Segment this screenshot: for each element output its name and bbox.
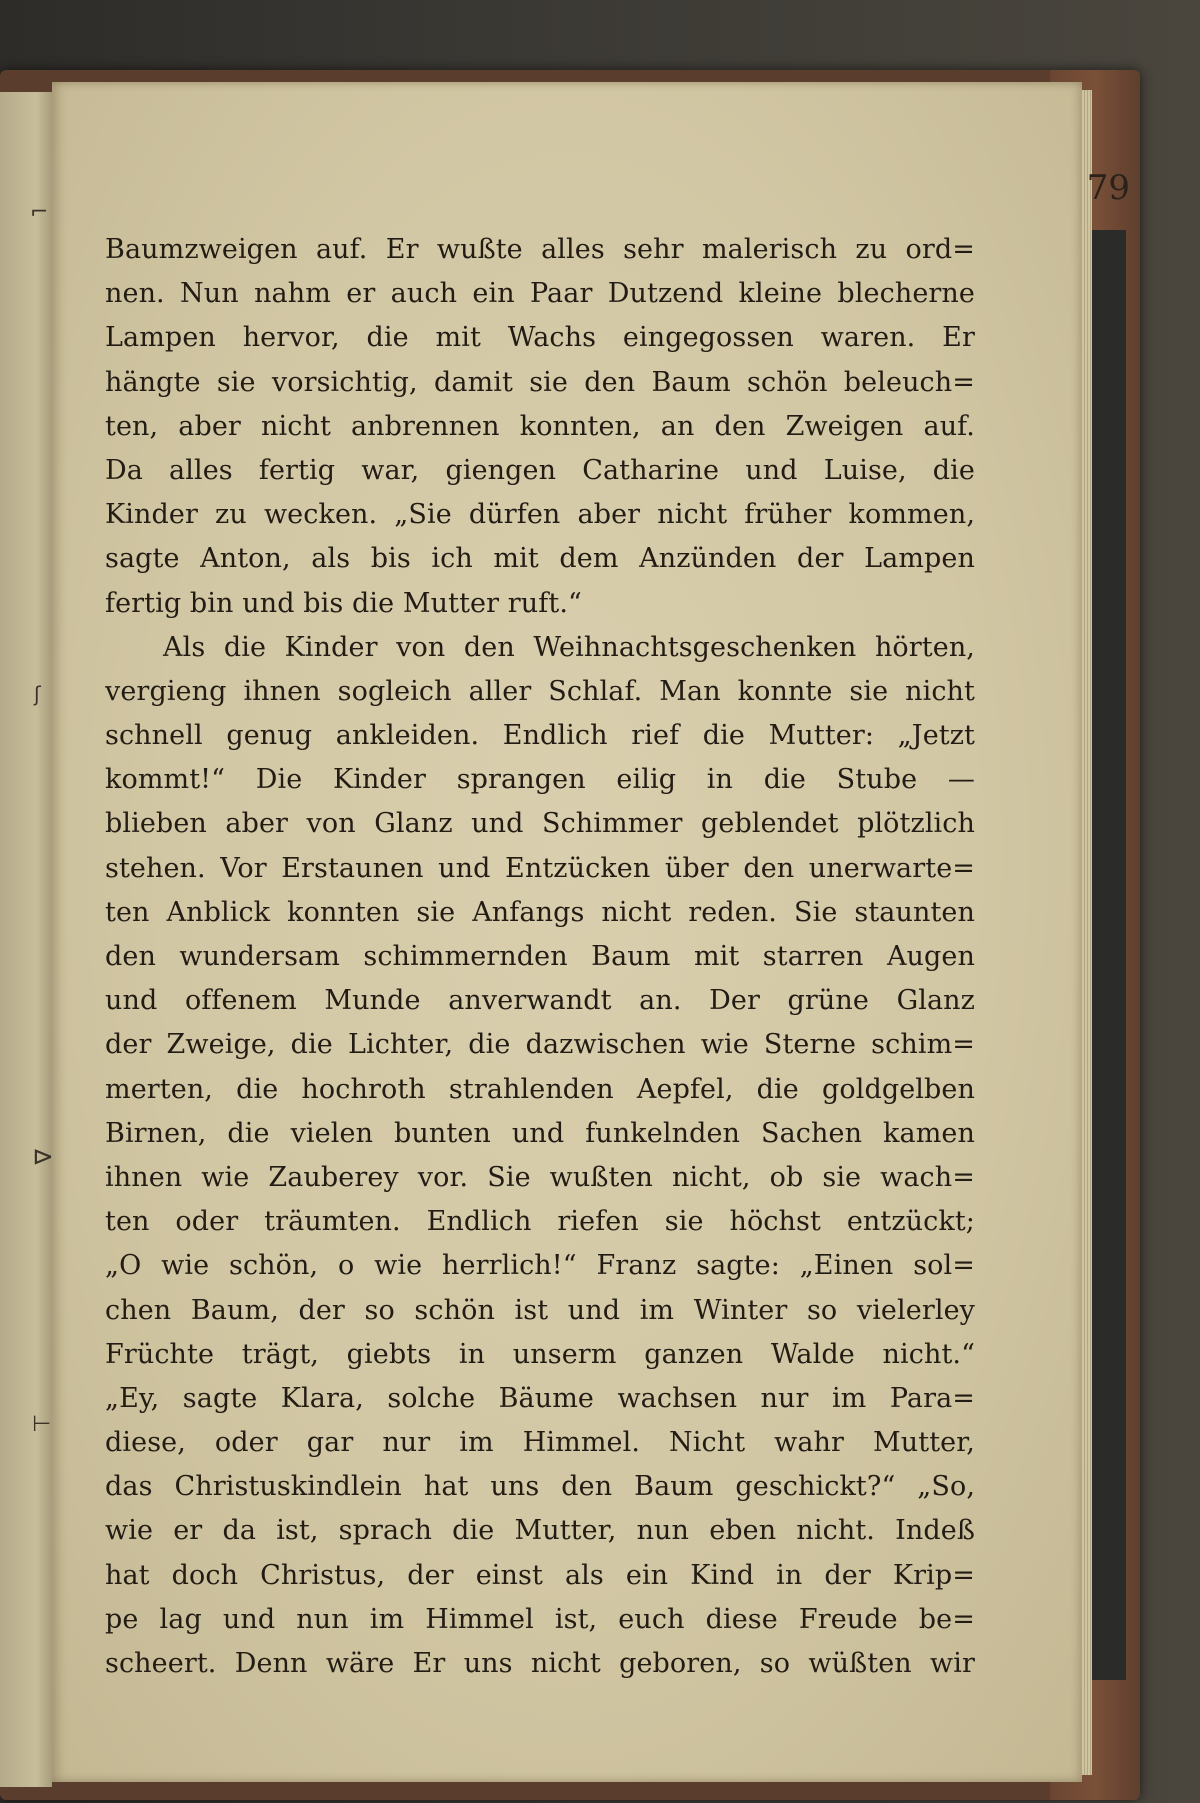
text-line: das Christuskindlein hat uns den Baum geschickt?“ „So, — [105, 1471, 975, 1503]
cover-spine-strip — [1088, 230, 1126, 1680]
text-line: vergieng ihnen sogleich aller Schlaf. Man konnte sie nicht — [105, 675, 975, 707]
text-line: ten oder träumten. Endlich riefen sie höchst entzückt; — [105, 1206, 975, 1238]
text-line: „O wie schön, o wie herrlich!“ Franz sagte: „Einen sol= — [105, 1250, 975, 1282]
text-line: kommt!“ Die Kinder sprangen eilig in die Stube — — [105, 764, 975, 796]
margin-mark: ⊳ — [32, 1142, 54, 1172]
text-line: pe lag und nun im Himmel ist, euch diese Freude be= — [105, 1603, 975, 1635]
page-number: 79 — [1086, 168, 1130, 208]
text-line: schnell genug ankleiden. Endlich rief die Mutter: „Jetzt — [105, 720, 975, 752]
text-line: hängte sie vorsichtig, damit sie den Baum schön beleuch= — [105, 366, 975, 398]
text-line: Kinder zu wecken. „Sie dürfen aber nicht früher kommen, — [105, 499, 975, 531]
text-line: Als die Kinder von den Weihnachtsgeschenken hörten, — [163, 631, 975, 663]
text-line: wie er da ist, sprach die Mutter, nun eben nicht. Indeß — [105, 1515, 975, 1547]
text-line: Baumzweigen auf. Er wußte alles sehr malerisch zu ord= — [105, 234, 975, 265]
text-line: diese, oder gar nur im Himmel. Nicht wahr Mutter, — [105, 1427, 975, 1459]
text-line: stehen. Vor Erstaunen und Entzücken über den unerwarte= — [105, 852, 975, 884]
text-line: chen Baum, der so schön ist und im Winter so vielerley — [105, 1294, 975, 1326]
margin-mark: ʃ — [34, 682, 41, 706]
text-line: den wundersam schimmernden Baum mit starren Augen — [105, 941, 975, 972]
text-line: blieben aber von Glanz und Schimmer geblendet plötzlich — [105, 808, 975, 840]
text-line: Früchte trägt, giebts in unserm ganzen Walde nicht.“ — [105, 1338, 975, 1370]
text-line: scheert. Denn wäre Er uns nicht geboren, so wüßten wir — [105, 1648, 975, 1679]
text-line: hat doch Christus, der einst als ein Kind in der Krip= — [105, 1559, 975, 1591]
text-line: merten, die hochroth strahlenden Aepfel, die goldgelben — [105, 1073, 975, 1105]
text-line: ten Anblick konnten sie Anfangs nicht reden. Sie staunten — [105, 896, 975, 928]
margin-mark: ⊢ — [32, 1412, 52, 1437]
margin-mark: ⌐ — [30, 200, 49, 225]
body-text — [105, 228, 975, 1686]
text-line: sagte Anton, als bis ich mit dem Anzünden der Lampen — [105, 543, 975, 575]
text-line: Da alles fertig war, giengen Catharine und Luise, die — [105, 454, 975, 486]
text-line: fertig bin und bis die Mutter ruft.“ — [105, 587, 582, 619]
text-line: Birnen, die vielen bunten und funkelnden Sachen kamen — [105, 1117, 975, 1149]
text-line: und offenem Munde anverwandt an. Der grüne Glanz — [105, 985, 975, 1017]
text-line: ten, aber nicht anbrennen konnten, an den Zweigen auf. — [105, 410, 975, 442]
text-line: der Zweige, die Lichter, die dazwischen wie Sterne schim= — [105, 1029, 975, 1061]
text-line: ihnen wie Zauberey vor. Sie wußten nicht, ob sie wach= — [105, 1161, 975, 1193]
left-page-edge — [0, 92, 52, 1787]
text-line: Lampen hervor, die mit Wachs eingegossen waren. Er — [105, 322, 975, 354]
text-line: nen. Nun nahm er auch ein Paar Dutzend kleine blecherne — [105, 278, 975, 310]
text-line: „Ey, sagte Klara, solche Bäume wachsen nur im Para= — [105, 1382, 975, 1414]
